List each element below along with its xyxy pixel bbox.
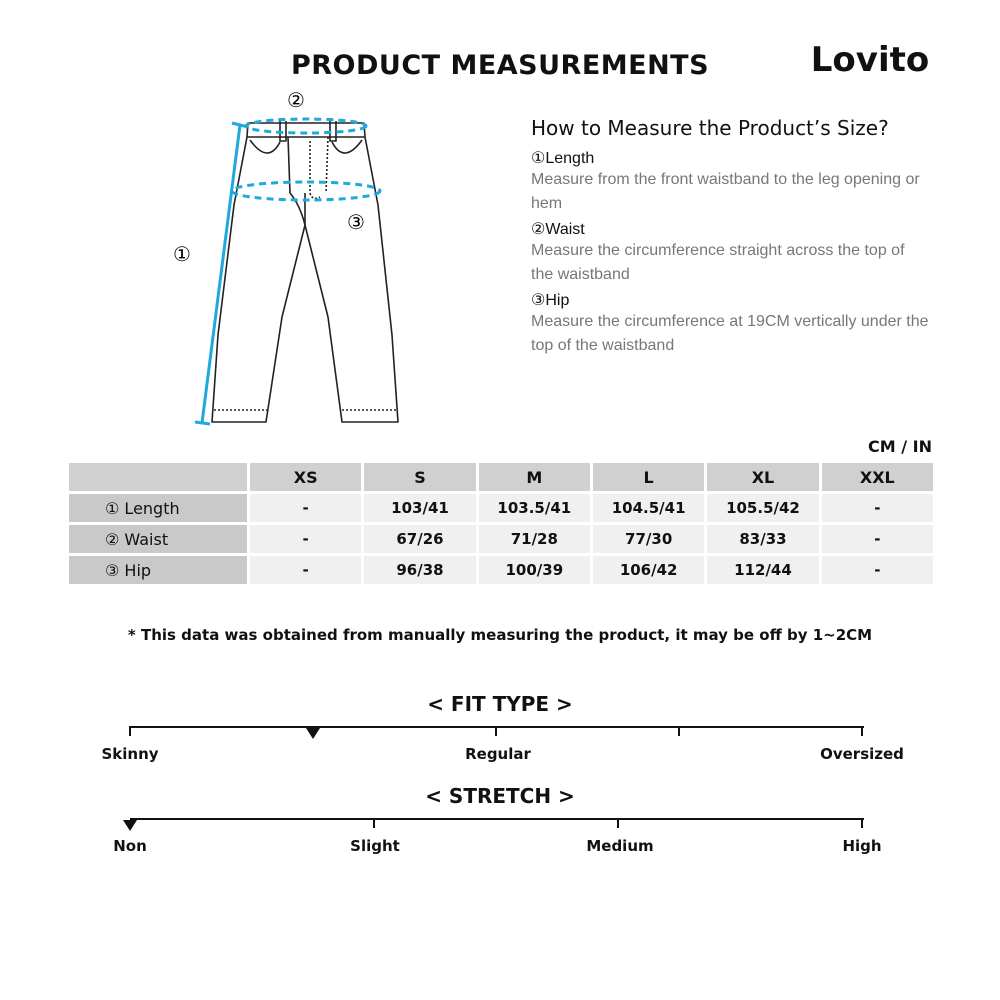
table-cell: - [822,556,933,584]
fit-type-tick [678,726,680,736]
table-cell: 67/26 [364,525,475,553]
how-to-item-length [531,148,931,216]
table-cell: 96/38 [364,556,475,584]
how-to-desc: Measure the circumference straight across the top of the waistband [531,242,905,283]
measurement-note: * This data was obtained from manually measuring the product, it may be off by 1~2CM [127,626,873,644]
fit-type-label-regular: Regular [465,745,531,763]
table-cell: - [250,525,361,553]
size-header: XL [707,463,818,491]
length-marker-label: ① [173,242,191,266]
size-header: M [479,463,590,491]
table-row [69,556,933,584]
table-header-row [69,463,933,491]
table-cell: - [822,494,933,522]
waist-marker-label: ② [287,88,305,112]
stretch-label-slight: Slight [350,837,400,855]
how-to-label: ①Length [531,150,595,167]
stretch-marker [123,820,137,831]
table-cell: 77/30 [593,525,704,553]
size-header: L [593,463,704,491]
size-header: XS [250,463,361,491]
table-cell: - [250,494,361,522]
unit-label: CM / IN [868,437,932,456]
how-to-heading: How to Measure the Product’s Size? [531,116,889,140]
fit-type-tick [129,726,131,736]
fit-type-label-skinny: Skinny [101,745,159,763]
table-cell: 100/39 [479,556,590,584]
table-corner-cell [69,463,247,491]
table-cell: 103.5/41 [479,494,590,522]
fit-type-scale-line [130,726,864,728]
stretch-label-medium: Medium [586,837,654,855]
brand-logo: Lovito [810,40,930,80]
table-cell: - [822,525,933,553]
row-label: ② Waist [69,525,247,553]
fit-type-tick [495,726,497,736]
stretch-tick [861,818,863,828]
how-to-item-waist [531,219,931,287]
table-row [69,494,933,522]
table-cell: 105.5/42 [707,494,818,522]
size-table [66,460,936,587]
how-to-item-hip [531,290,931,358]
fit-type-title: < FIT TYPE > [427,692,573,716]
table-cell: - [250,556,361,584]
stretch-label-non: Non [113,837,147,855]
table-cell: 106/42 [593,556,704,584]
stretch-label-high: High [842,837,882,855]
page-title: PRODUCT MEASUREMENTS [290,50,710,81]
fit-type-marker [306,728,320,739]
size-header: XXL [822,463,933,491]
how-to-label: ②Waist [531,221,585,238]
table-cell: 103/41 [364,494,475,522]
row-label: ① Length [69,494,247,522]
row-label: ③ Hip [69,556,247,584]
table-cell: 83/33 [707,525,818,553]
stretch-tick [373,818,375,828]
how-to-desc: Measure the circumference at 19CM vertically under the top of the waistband [531,313,929,354]
jeans-diagram [160,85,420,435]
size-header: S [364,463,475,491]
table-cell: 71/28 [479,525,590,553]
fit-type-label-oversized: Oversized [820,745,904,763]
how-to-desc: Measure from the front waistband to the leg opening or hem [531,171,920,212]
table-cell: 112/44 [707,556,818,584]
stretch-tick [617,818,619,828]
stretch-scale-line [130,818,864,820]
how-to-label: ③Hip [531,292,570,309]
fit-type-tick [861,726,863,736]
how-to-measure-section [531,116,931,361]
table-cell: 104.5/41 [593,494,704,522]
stretch-title: < STRETCH > [425,784,575,808]
table-row [69,525,933,553]
hip-marker-label: ③ [347,210,365,234]
